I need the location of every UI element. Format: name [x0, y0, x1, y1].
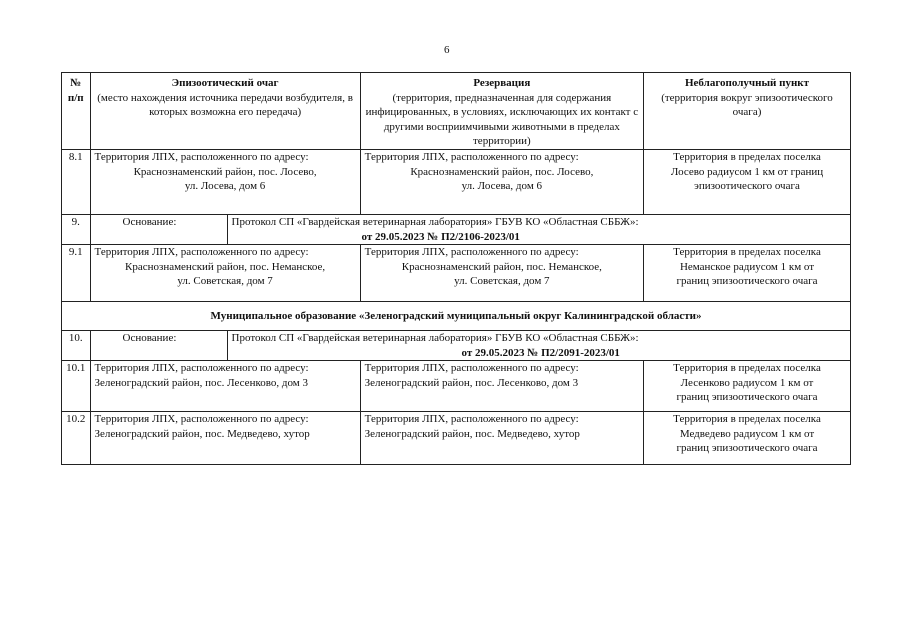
table-row	[62, 361, 851, 412]
basis-protocol: от 29.05.2023 № П2/2106-2023/01	[361, 230, 520, 243]
header-number: № п/п	[62, 73, 91, 150]
row-number: 10.2	[62, 412, 91, 465]
row-number: 10.	[62, 331, 91, 361]
point-cell: Территория в пределах поселка Лосево радиусом 1 км от границ эпизоотического очага	[644, 150, 851, 215]
basis-label: Основание:	[91, 331, 228, 360]
epizootic-table	[61, 72, 851, 465]
point-cell: Территория в пределах поселка Медведево радиусом 1 км от границ эпизоотического очага	[644, 412, 851, 465]
point-cell: Территория в пределах поселка Неманское радиусом 1 км от границ эпизоотического очага	[644, 245, 851, 302]
reserve-cell: Территория ЛПХ, расположенного по адресу: Зеленоградский район, пос. Лесенково, дом 3	[360, 361, 643, 412]
row-number: 10.1	[62, 361, 91, 412]
row-number: 9.1	[62, 245, 91, 302]
reserve-cell: Территория ЛПХ, расположенного по адресу: Зеленоградский район, пос. Медведево, хутор	[360, 412, 643, 465]
municipality-title: Муниципальное образование «Зеленоградский муниципальный округ Калининградской области»	[62, 302, 851, 331]
table-row	[62, 150, 851, 215]
table-row	[62, 245, 851, 302]
focus-cell: Территория ЛПХ, расположенного по адресу: Краснознаменский район, пос. Лосево, ул. Лосева, дом 6	[90, 150, 360, 215]
focus-cell: Территория ЛПХ, расположенного по адресу: Краснознаменский район, пос. Неманское, ул. Советская, дом 7	[90, 245, 360, 302]
basis-cell	[90, 215, 850, 245]
municipality-row	[62, 302, 851, 331]
table-row	[62, 412, 851, 465]
basis-label: Основание:	[91, 215, 228, 244]
header-focus: Эпизоотический очаг (место нахождения источника передачи возбудителя, в которых возможна его передача)	[90, 73, 360, 150]
reserve-cell: Территория ЛПХ, расположенного по адресу: Краснознаменский район, пос. Лосево, ул. Лосева, дом 6	[360, 150, 643, 215]
basis-row	[62, 331, 851, 361]
basis-text: Протокол СП «Гвардейская ветеринарная лаборатория» ГБУВ КО «Областная СББЖ»:	[231, 216, 639, 228]
page-number: 6	[444, 44, 450, 56]
basis-cell	[90, 331, 850, 361]
basis-protocol: от 29.05.2023 № П2/2091-2023/01	[461, 346, 620, 359]
row-number: 9.	[62, 215, 91, 245]
basis-row	[62, 215, 851, 245]
focus-cell: Территория ЛПХ, расположенного по адресу: Зеленоградский район, пос. Лесенково, дом 3	[90, 361, 360, 412]
header-reserve: Резервация (территория, предназначенная для содержания инфицированных, в условиях, исключающих их контакт с другими восприимчивыми животными в пределах территории)	[360, 73, 643, 150]
point-cell: Территория в пределах поселка Лесенково радиусом 1 км от границ эпизоотического очага	[644, 361, 851, 412]
reserve-cell: Территория ЛПХ, расположенного по адресу: Краснознаменский район, пос. Неманское, ул. Советская, дом 7	[360, 245, 643, 302]
basis-text: Протокол СП «Гвардейская ветеринарная лаборатория» ГБУВ КО «Областная СББЖ»:	[231, 332, 639, 344]
header-point: Неблагополучный пункт (территория вокруг эпизоотического очага)	[644, 73, 851, 150]
table-header-row	[62, 73, 851, 150]
row-number: 8.1	[62, 150, 91, 215]
focus-cell: Территория ЛПХ, расположенного по адресу: Зеленоградский район, пос. Медведево, хутор	[90, 412, 360, 465]
